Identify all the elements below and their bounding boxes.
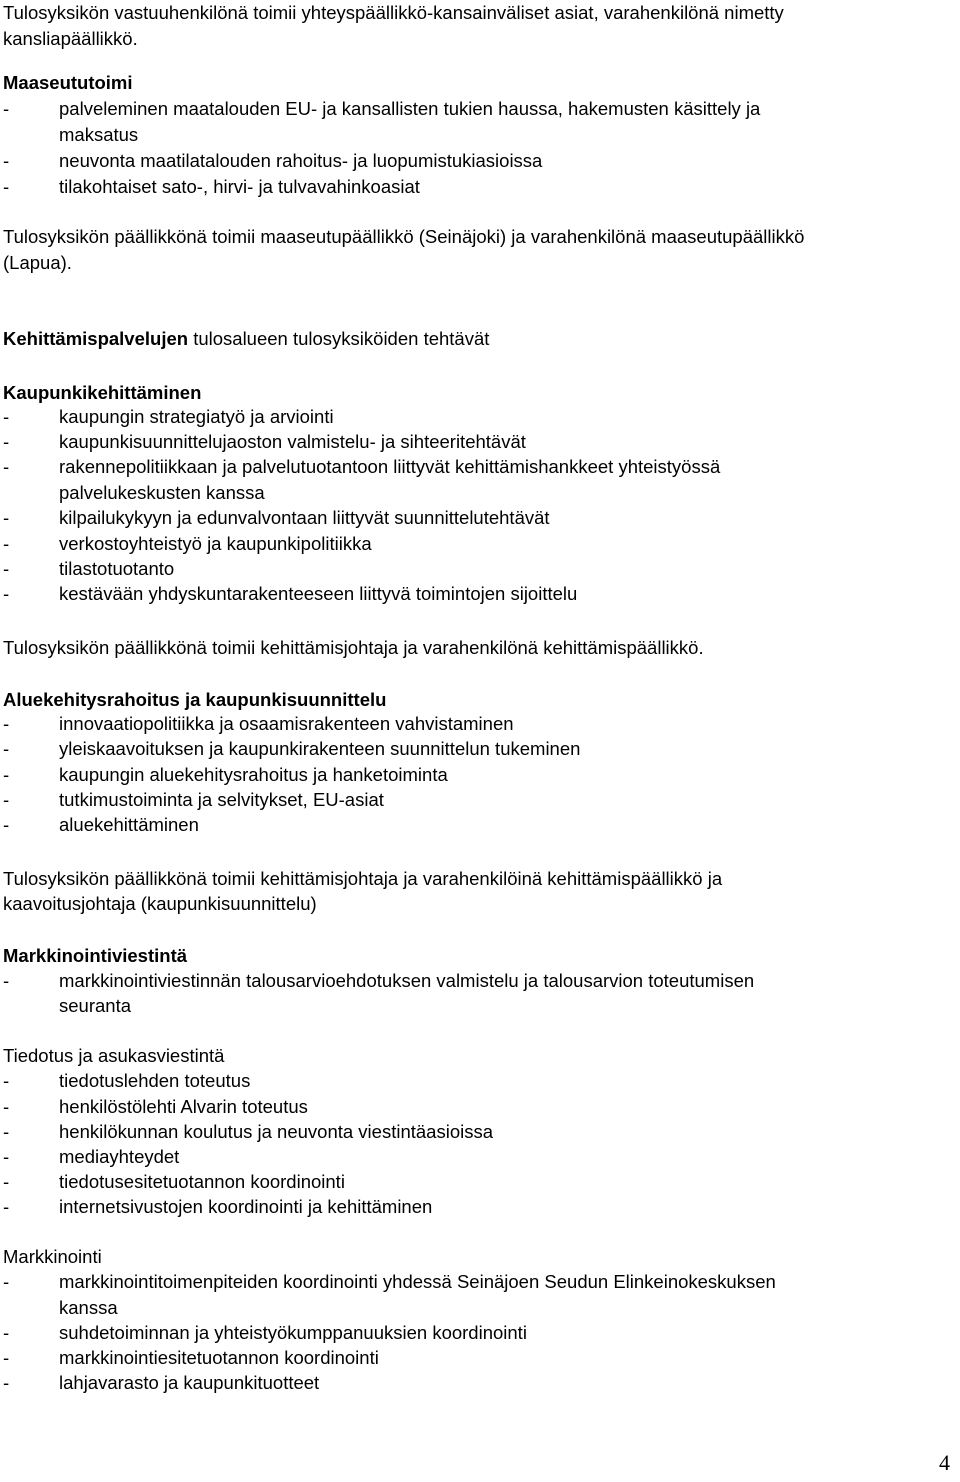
list-item xyxy=(3,404,958,430)
list-item xyxy=(3,96,958,122)
bullet-dash: - xyxy=(3,1322,10,1343)
list-item-text: markkinointiviestinnän talousarvioehdotuksen valmistelu ja talousarvion toteutumisen xyxy=(59,970,755,991)
bullet-dash: - xyxy=(3,558,10,579)
bullet-dash: - xyxy=(3,814,10,835)
list-item-text: verkostoyhteistyö ja kaupunkipolitiikka xyxy=(59,533,372,554)
list-item xyxy=(3,762,958,788)
paragraph-line: Tulosyksikön päällikkönä toimii maaseutupäällikkö (Seinäjoki) ja varahenkilönä maaseutupäällikkö xyxy=(3,226,805,247)
list-item-text: kaupungin strategiatyö ja arviointi xyxy=(59,406,334,427)
list-item-text: lahjavarasto ja kaupunkituotteet xyxy=(59,1372,320,1393)
bullet-dash: - xyxy=(3,431,10,452)
bullet-dash: - xyxy=(3,150,10,171)
bullet-dash: - xyxy=(3,1347,10,1368)
page-number: 4 xyxy=(939,1450,950,1475)
intro-text: tulosalueen tulosyksiköiden tehtävät xyxy=(188,328,490,349)
list-item xyxy=(3,736,958,762)
bullet-dash: - xyxy=(3,406,10,427)
section-heading: Maaseututoimi xyxy=(3,72,133,93)
list-item xyxy=(3,1194,958,1220)
list-item xyxy=(3,505,958,531)
subsection-heading: Markkinointi xyxy=(3,1246,102,1267)
list-item-continuation: seuranta xyxy=(59,995,131,1016)
list-item xyxy=(3,711,958,737)
bullet-dash: - xyxy=(3,533,10,554)
list-item-continuation: kanssa xyxy=(59,1297,118,1318)
list-item xyxy=(3,454,958,480)
list-item-text: palveleminen maatalouden EU- ja kansallisten tukien haussa, hakemusten käsittely ja xyxy=(59,98,761,119)
bullet-dash: - xyxy=(3,1196,10,1217)
bullet-dash: - xyxy=(3,507,10,528)
paragraph-line: Tulosyksikön vastuuhenkilönä toimii yhteyspäällikkö-kansainväliset asiat, varahenkilönä nimetty xyxy=(3,2,784,23)
list-item-text: tiedotusesitetuotannon koordinointi xyxy=(59,1171,345,1192)
intro-line xyxy=(3,326,489,352)
bullet-dash: - xyxy=(3,98,10,119)
list-item-text: kaupunkisuunnittelujaoston valmistelu- ja sihteeritehtävät xyxy=(59,431,526,452)
bullet-dash: - xyxy=(3,176,10,197)
list-item xyxy=(3,1345,958,1371)
list-item xyxy=(3,1119,958,1145)
list-item xyxy=(3,1320,958,1346)
bullet-dash: - xyxy=(3,1146,10,1167)
bullet-dash: - xyxy=(3,1070,10,1091)
bullet-dash: - xyxy=(3,1096,10,1117)
section-heading: Markkinointiviestintä xyxy=(3,945,188,966)
list-item xyxy=(3,1144,958,1170)
list-item xyxy=(3,1169,958,1195)
bullet-dash: - xyxy=(3,1121,10,1142)
list-item xyxy=(3,556,958,582)
list-item-text: rakennepolitiikkaan ja palvelutuotantoon liittyvät kehittämishankkeet yhteistyössä xyxy=(59,456,721,477)
list-item xyxy=(3,148,958,174)
paragraph-line: kansliapäällikkö. xyxy=(3,28,138,49)
bullet-dash: - xyxy=(3,764,10,785)
list-item xyxy=(3,787,958,813)
list-item xyxy=(3,174,958,200)
list-item xyxy=(3,531,958,557)
list-item-text: neuvonta maatilatalouden rahoitus- ja luopumistukiasioissa xyxy=(59,150,543,171)
paragraph-line: Tulosyksikön päällikkönä toimii kehittämisjohtaja ja varahenkilöinä kehittämispäällikkö ja xyxy=(3,868,723,889)
list-item-text: innovaatiopolitiikka ja osaamisrakenteen vahvistaminen xyxy=(59,713,514,734)
list-item-text: kaupungin aluekehitysrahoitus ja hanketoiminta xyxy=(59,764,448,785)
list-item-text: markkinointitoimenpiteiden koordinointi yhdessä Seinäjoen Seudun Elinkeinokeskuksen xyxy=(59,1271,776,1292)
list-item xyxy=(3,1068,958,1094)
list-item-text: tutkimustoiminta ja selvitykset, EU-asiat xyxy=(59,789,384,810)
list-item-text: kilpailukykyyn ja edunvalvontaan liittyvät suunnittelutehtävät xyxy=(59,507,550,528)
bullet-dash: - xyxy=(3,1171,10,1192)
bullet-dash: - xyxy=(3,789,10,810)
list-item xyxy=(3,1269,958,1295)
list-item xyxy=(3,968,958,994)
list-item-text: kestävään yhdyskuntarakenteeseen liittyvä toimintojen sijoittelu xyxy=(59,583,578,604)
list-item-text: aluekehittäminen xyxy=(59,814,199,835)
list-item-text: suhdetoiminnan ja yhteistyökumppanuuksien koordinointi xyxy=(59,1322,527,1343)
subsection-heading: Tiedotus ja asukasviestintä xyxy=(3,1045,225,1066)
bullet-dash: - xyxy=(3,456,10,477)
list-item-text: henkilöstölehti Alvarin toteutus xyxy=(59,1096,308,1117)
bullet-dash: - xyxy=(3,970,10,991)
list-item xyxy=(3,1094,958,1120)
list-item-text: tiedotuslehden toteutus xyxy=(59,1070,251,1091)
bullet-dash: - xyxy=(3,713,10,734)
intro-bold-text: Kehittämispalvelujen xyxy=(3,328,189,349)
list-item-text: markkinointiesitetuotannon koordinointi xyxy=(59,1347,379,1368)
paragraph-line: kaavoitusjohtaja (kaupunkisuunnittelu) xyxy=(3,893,317,914)
list-item xyxy=(3,1370,958,1396)
list-item-text: yleiskaavoituksen ja kaupunkirakenteen suunnittelun tukeminen xyxy=(59,738,581,759)
paragraph-line: (Lapua). xyxy=(3,252,72,273)
bullet-dash: - xyxy=(3,738,10,759)
list-item-text: tilastotuotanto xyxy=(59,558,175,579)
paragraph-line: Tulosyksikön päällikkönä toimii kehittämisjohtaja ja varahenkilönä kehittämispäällikkö. xyxy=(3,637,704,658)
list-item-text: mediayhteydet xyxy=(59,1146,180,1167)
list-item-text: tilakohtaiset sato-, hirvi- ja tulvavahinkoasiat xyxy=(59,176,420,197)
list-item-text: internetsivustojen koordinointi ja kehittäminen xyxy=(59,1196,433,1217)
section-heading: Aluekehitysrahoitus ja kaupunkisuunnittelu xyxy=(3,689,387,710)
bullet-dash: - xyxy=(3,1271,10,1292)
list-item-continuation: maksatus xyxy=(59,124,139,145)
list-item-continuation: palvelukeskusten kanssa xyxy=(59,482,265,503)
bullet-dash: - xyxy=(3,583,10,604)
list-item-text: henkilökunnan koulutus ja neuvonta viestintäasioissa xyxy=(59,1121,494,1142)
list-item xyxy=(3,581,958,607)
bullet-dash: - xyxy=(3,1372,10,1393)
section-heading: Kaupunkikehittäminen xyxy=(3,382,202,403)
list-item xyxy=(3,812,958,838)
list-item xyxy=(3,429,958,455)
